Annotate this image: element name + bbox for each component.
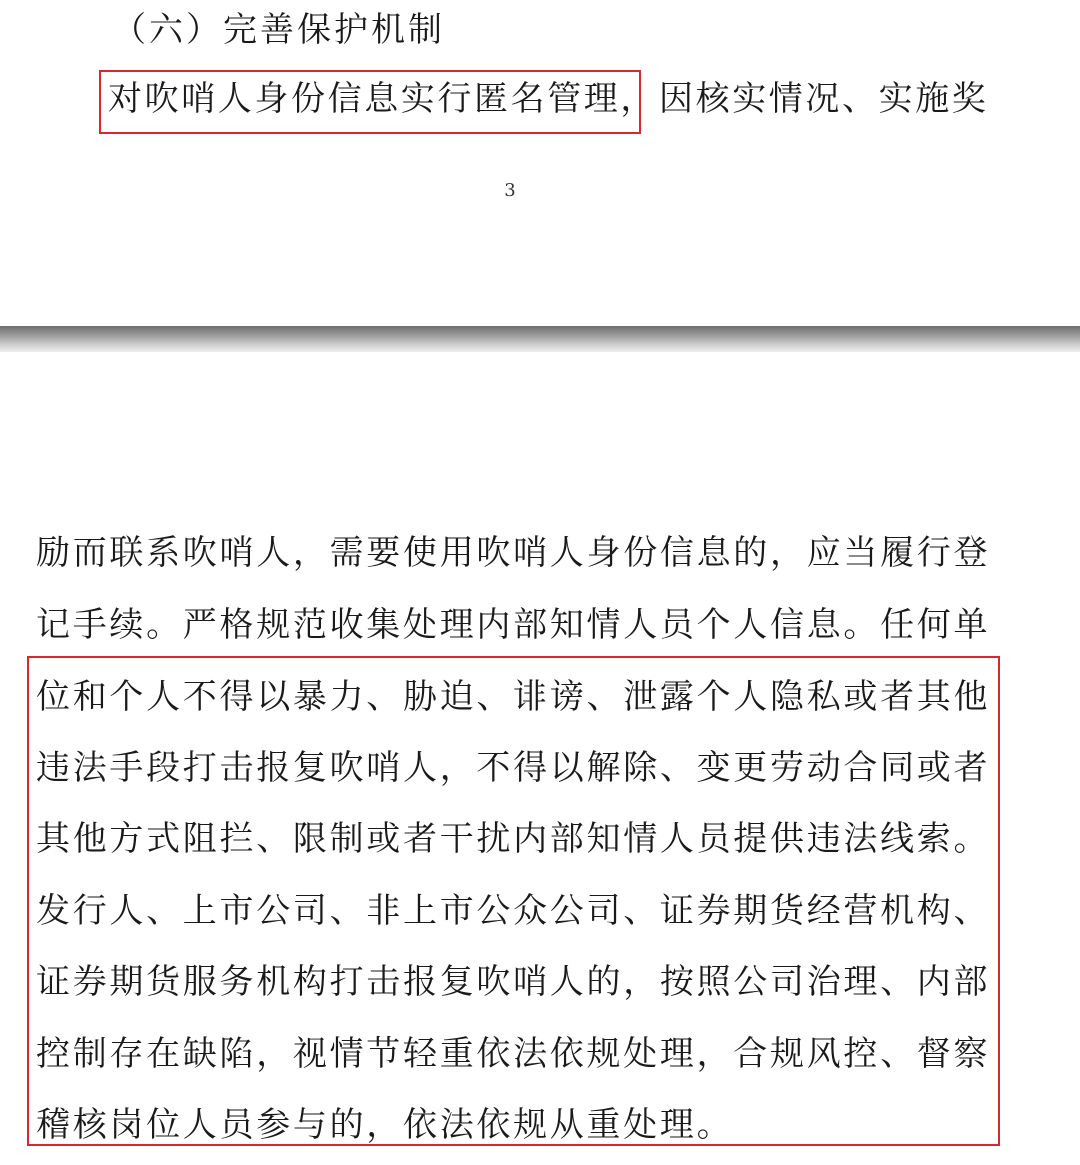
document-page-top xyxy=(0,0,1080,326)
paragraph-text-top-rest: 因核实情况、实施奖 xyxy=(659,79,989,119)
paragraph-line: 控制存在缺陷，视情节轻重依法依规处理，合规风控、督察 xyxy=(36,1034,991,1074)
section-heading: （六）完善保护机制 xyxy=(112,10,445,50)
paragraph-line: 证券期货服务机构打击报复吹哨人的，按照公司治理、内部 xyxy=(36,962,991,1002)
paragraph-line: 励而联系吹哨人，需要使用吹哨人身份信息的，应当履行登 xyxy=(36,533,991,573)
paragraph-line: 记手续。严格规范收集处理内部知情人员个人信息。任何单 xyxy=(36,605,991,645)
paragraph-line: 位和个人不得以暴力、胁迫、诽谤、泄露个人隐私或者其他 xyxy=(36,677,991,717)
page-number: 3 xyxy=(504,180,516,201)
paragraph-line: 发行人、上市公司、非上市公众公司、证券期货经营机构、 xyxy=(36,891,991,931)
paragraph-line: 稽核岗位人员参与的，依法依规从重处理。 xyxy=(36,1105,734,1145)
paragraph-line: 违法手段打击报复吹哨人，不得以解除、变更劳动合同或者 xyxy=(36,748,991,788)
paragraph-line: 其他方式阻拦、限制或者干扰内部知情人员提供违法线索。 xyxy=(36,819,991,859)
paragraph-line-top xyxy=(108,79,988,119)
page-separator xyxy=(0,326,1080,352)
highlighted-text-top: 对吹哨人身份信息实行匿名管理， xyxy=(108,79,657,119)
